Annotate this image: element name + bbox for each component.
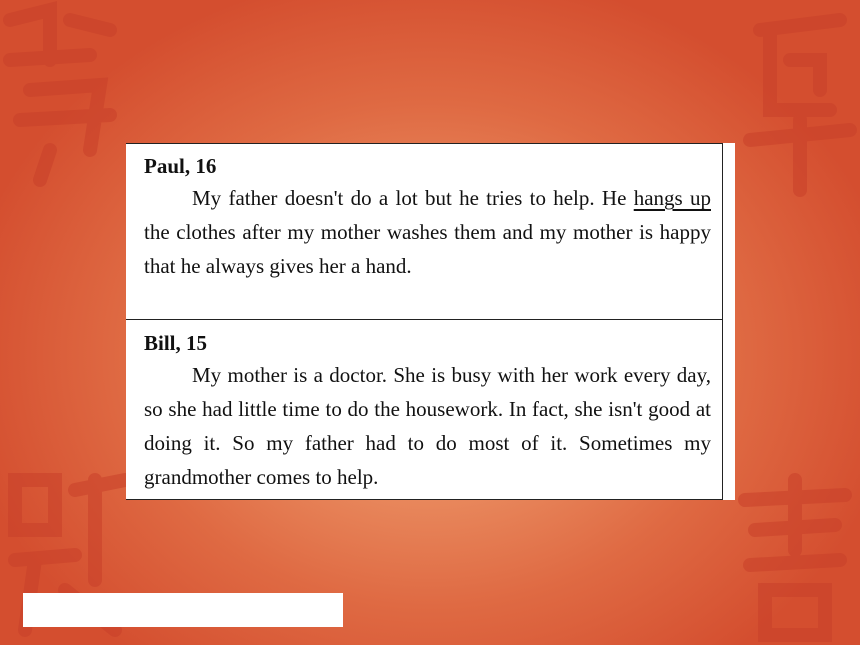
entry-name: Paul, 16 (144, 154, 217, 178)
decorative-seal-top-right (730, 0, 860, 200)
text-after: the clothes after my mother washes them and my mother is happy that he always gives her a hand. (144, 220, 711, 278)
entry-text (144, 181, 711, 283)
text-card (126, 143, 735, 500)
decorative-seal-top-left (0, 0, 140, 190)
underlined-phrase: hangs up (633, 186, 711, 210)
entry-name: Bill, 15 (144, 331, 208, 355)
blank-caption-bar (23, 593, 343, 627)
decorative-seal-bottom-right (725, 470, 860, 645)
entry-text: My mother is a doctor. She is busy with her work every day, so she had little time to do the housework. In fact, she isn't good at doing it. So my father had to do most of it. Sometimes my grandmother comes to help. (144, 363, 711, 489)
text-before: My father doesn't do a lot but he tries to help. He (192, 186, 634, 210)
entry-bill (144, 328, 711, 494)
entry-paul (144, 151, 711, 283)
section-divider (126, 319, 723, 320)
